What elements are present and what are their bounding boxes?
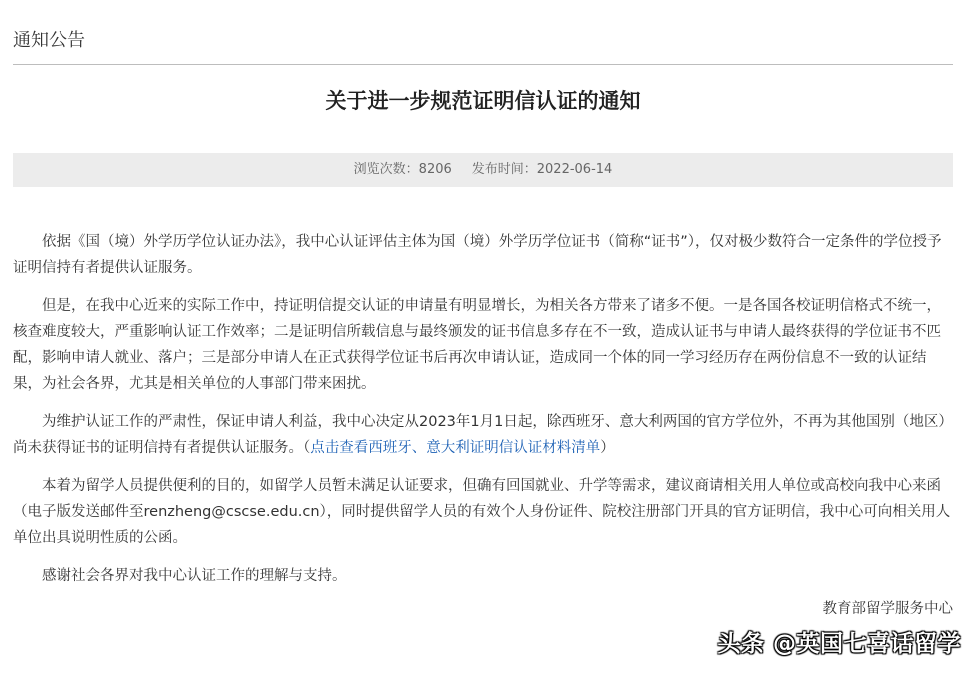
- article-title: 关于进一步规范证明信认证的通知: [325, 89, 641, 113]
- paragraph-decision: [13, 409, 953, 461]
- paragraph-basis: 依据《国（境）外学历学位认证办法》，我中心认证评估主体为国（境）外学历学位证书（简称“证书”），仅对极少数符合一定条件的学位授予证明信持有者提供认证服务。: [13, 234, 942, 276]
- article-body: [13, 229, 953, 601]
- issuer-signature: 教育部留学服务中心: [822, 601, 953, 617]
- article-meta-bar: [13, 153, 953, 187]
- paragraph-thanks: 感谢社会各界对我中心认证工作的理解与支持。: [42, 568, 347, 584]
- paragraph-issues: 但是，在我中心近来的实际工作中，持证明信提交认证的申请量有明显增长，为相关各方带来了诸多不便。一是各国各校证明信格式不统一，核查难度较大，严重影响认证工作效率；二是证明信所载信息与最终颁发的证书信息多存在不一致，造成认证书与申请人最终获得的学位证书不匹配，影响申请人就业、落户；三是部分申请人在正式获得学位证书后再次申请认证，造成同一个体的同一学习经历存在两份信息不一致的认证结果，为社会各界，尤其是相关单位的人事部门带来困扰。: [13, 298, 941, 392]
- decision-close-paren: ）: [600, 440, 615, 456]
- paragraph-suggestion: 本着为留学人员提供便利的目的，如留学人员暂未满足认证要求，但确有回国就业、升学等需求，建议商请相关用人单位或高校向我中心来函（电子版发送邮件至renzheng@cscse.edu.cn），同时提供留学人员的有效个人身份证件、院校注册部门开具的官方证明信，我中心可向相关用人单位出具说明性质的公函。: [13, 478, 951, 546]
- decision-text: 为维护认证工作的严肃性，保证申请人利益，我中心决定从2023年1月1日起，除西班牙、意大利两国的官方学位外，不再为其他国别（地区）尚未获得证书的证明信持有者提供认证服务。（: [13, 414, 953, 456]
- materials-list-link[interactable]: 点击查看西班牙、意大利证明信认证材料清单: [310, 440, 601, 456]
- publish-date: 发布时间：2022-06-14: [471, 162, 613, 177]
- section-title: 通知公告: [13, 30, 85, 51]
- section-divider: [13, 64, 953, 65]
- view-count: 浏览次数：8206: [353, 162, 452, 177]
- watermark: 头条 @英国七喜话留学: [717, 631, 961, 657]
